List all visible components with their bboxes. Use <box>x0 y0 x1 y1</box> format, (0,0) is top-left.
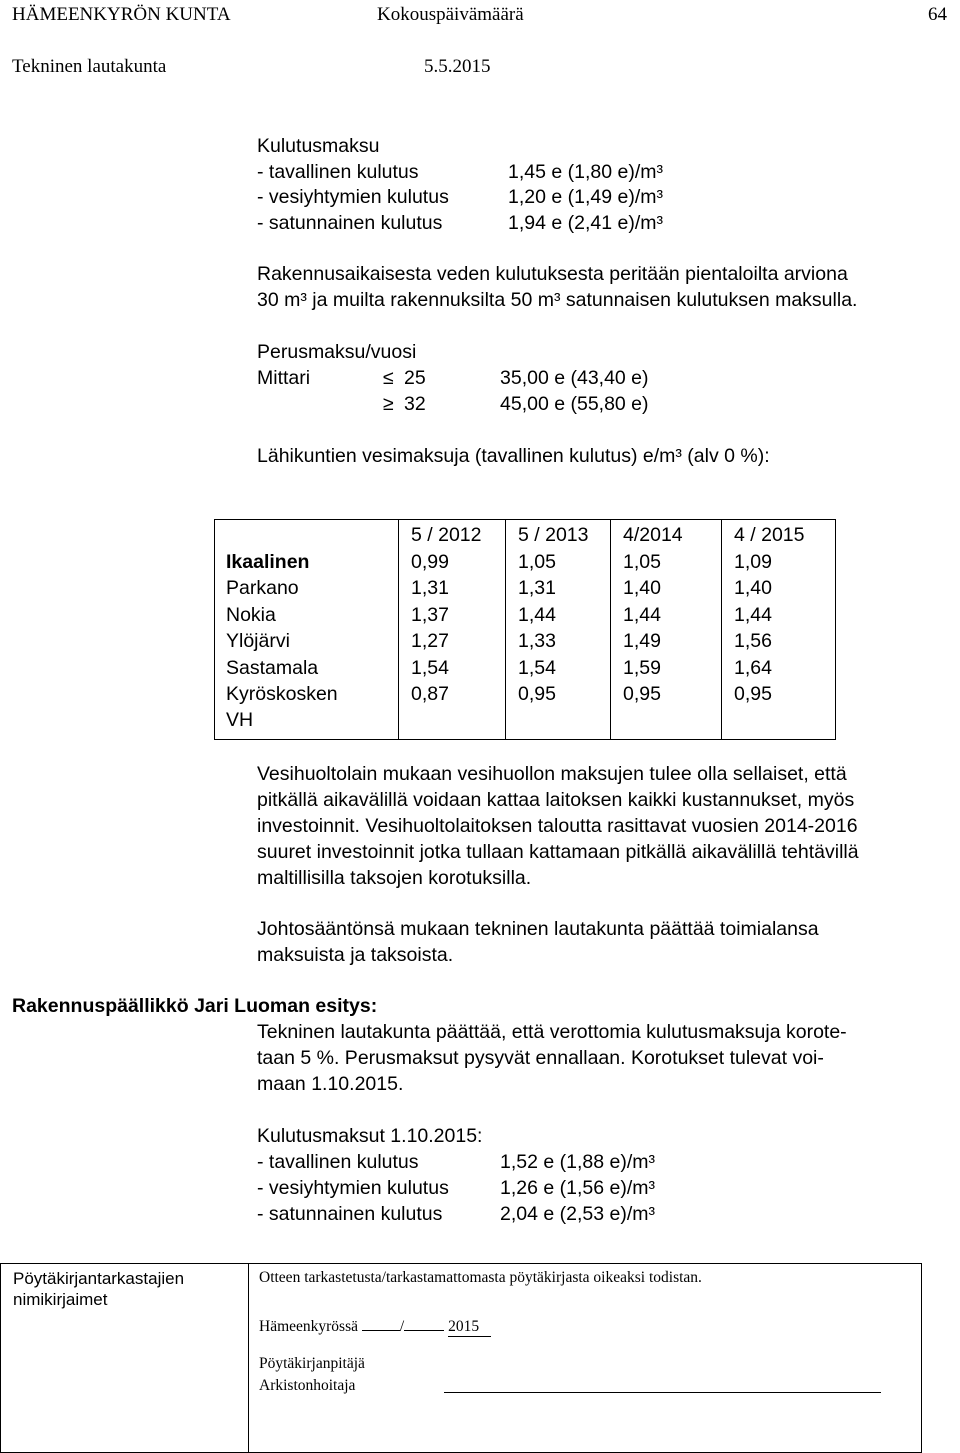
header-date-label: Kokouspäivämäärä <box>377 4 524 25</box>
fee-value: 1,20 e (1,49 e)/m³ <box>508 186 663 208</box>
water-rates-table <box>214 519 836 740</box>
municipality-name: Nokia <box>215 602 399 629</box>
fee-label: - tavallinen kulutus <box>257 161 419 183</box>
municipality-name: Ikaalinen <box>215 549 399 576</box>
proposal-heading: Rakennuspäällikkö Jari Luoman esitys: <box>12 995 378 1017</box>
paragraph-line: Johtosääntönsä mukaan tekninen lautakunta päättää toimialansa <box>257 918 819 940</box>
footer-place-date <box>259 1312 491 1337</box>
construction-note-line: Rakennusaikaisesta veden kulutuksesta peritään pientaloilta arviona <box>257 263 848 285</box>
footer-place: Hämeenkyrössä <box>259 1318 358 1335</box>
new-fee-value: 2,04 e (2,53 e)/m³ <box>500 1203 655 1225</box>
table-row <box>215 628 836 655</box>
proposal-line: taan 5 %. Perusmaksut pysyvät ennallaan. Korotukset tulevat voi- <box>257 1047 824 1069</box>
footer-divider <box>248 1264 249 1452</box>
rate-cell: 1,05 <box>506 549 611 576</box>
header-page-number: 64 <box>928 4 947 25</box>
footer-certify-text: Otteen tarkastetusta/tarkastamattomasta pöytäkirjasta oikeaksi todistan. <box>259 1269 702 1286</box>
paragraph-line: investoinnit. Vesihuoltolaitoksen taloutta rasittavat vuosien 2014-2016 <box>257 815 858 837</box>
table-header-cell: 4/2014 <box>611 520 722 549</box>
rate-cell: 1,40 <box>611 575 722 602</box>
municipality-name <box>215 681 399 740</box>
table-header-cell: 5 / 2012 <box>399 520 506 549</box>
footer-role-secretary: Pöytäkirjanpitäjä <box>259 1355 365 1372</box>
header-org: HÄMEENKYRÖN KUNTA <box>12 4 231 25</box>
rate-cell: 0,95 <box>722 681 836 740</box>
rate-cell: 1,33 <box>506 628 611 655</box>
footer-month-line[interactable] <box>404 1312 444 1331</box>
rate-cell: 1,54 <box>506 655 611 682</box>
footer-year: 2015 <box>448 1318 491 1337</box>
fee-label: - vesiyhtymien kulutus <box>257 186 449 208</box>
table-row <box>215 655 836 682</box>
header-date: 5.5.2015 <box>424 56 491 77</box>
rate-cell: 1,44 <box>506 602 611 629</box>
meter-symbol: ≤ <box>383 367 394 389</box>
meter-symbol: ≥ <box>383 393 394 415</box>
proposal-line: maan 1.10.2015. <box>257 1073 404 1095</box>
rate-cell: 1,09 <box>722 549 836 576</box>
rate-cell: 1,64 <box>722 655 836 682</box>
rate-cell: 0,87 <box>399 681 506 740</box>
meter-value: 45,00 e (55,80 e) <box>500 393 649 415</box>
table-header-row <box>215 520 836 549</box>
municipality-name: Ylöjärvi <box>215 628 399 655</box>
neighbors-heading: Lähikuntien vesimaksuja (tavallinen kulutus) e/m³ (alv 0 %): <box>257 445 770 467</box>
new-fee-value: 1,26 e (1,56 e)/m³ <box>500 1177 655 1199</box>
header-body: Tekninen lautakunta <box>12 56 167 77</box>
fee-value: 1,94 e (2,41 e)/m³ <box>508 212 663 234</box>
construction-note-line: 30 m³ ja muilta rakennuksilta 50 m³ satunnaisen kulutuksen maksulla. <box>257 289 858 311</box>
meter-size: 32 <box>404 393 426 415</box>
proposal-line: Tekninen lautakunta päättää, että verottomia kulutusmaksuja korote- <box>257 1021 847 1043</box>
fee-label: - satunnainen kulutus <box>257 212 443 234</box>
paragraph-line: maksuista ja taksoista. <box>257 944 454 966</box>
new-fee-label: - vesiyhtymien kulutus <box>257 1177 449 1199</box>
fee-value: 1,45 e (1,80 e)/m³ <box>508 161 663 183</box>
rate-cell: 1,37 <box>399 602 506 629</box>
municipality-name: Parkano <box>215 575 399 602</box>
fees-title: Kulutusmaksu <box>257 135 380 157</box>
base-fee-title: Perusmaksu/vuosi <box>257 341 417 363</box>
rate-cell: 1,59 <box>611 655 722 682</box>
new-fees-title: Kulutusmaksut 1.10.2015: <box>257 1125 483 1147</box>
meter-label: Mittari <box>257 367 311 389</box>
table-row <box>215 681 836 740</box>
table-row <box>215 575 836 602</box>
rate-cell: 1,31 <box>399 575 506 602</box>
rate-cell: 1,49 <box>611 628 722 655</box>
footer-slash: / <box>399 1318 405 1335</box>
paragraph-line: suuret investoinnit jotka tullaan kattamaan pitkällä aikavälillä tehtävillä <box>257 841 859 863</box>
new-fee-value: 1,52 e (1,88 e)/m³ <box>500 1151 655 1173</box>
footer-signature-line[interactable] <box>444 1392 881 1393</box>
new-fee-label: - tavallinen kulutus <box>257 1151 419 1173</box>
rate-cell: 1,05 <box>611 549 722 576</box>
paragraph-line: pitkällä aikavälillä voidaan kattaa laitoksen kaikki kustannukset, myös <box>257 789 855 811</box>
rate-cell: 1,56 <box>722 628 836 655</box>
rate-cell: 1,31 <box>506 575 611 602</box>
rate-cell: 0,99 <box>399 549 506 576</box>
municipality-name: Sastamala <box>215 655 399 682</box>
rate-cell: 1,44 <box>722 602 836 629</box>
paragraph-line: maltillisilla taksojen korotuksilla. <box>257 867 532 889</box>
footer-signature-box <box>0 1263 922 1453</box>
table-header-cell <box>215 520 399 549</box>
municipality-name-line: Kyröskosken <box>226 683 338 705</box>
rate-cell: 1,44 <box>611 602 722 629</box>
footer-day-line[interactable] <box>362 1312 400 1331</box>
meter-size: 25 <box>404 367 426 389</box>
paragraph-line: Vesihuoltolain mukaan vesihuollon maksujen tulee olla sellaiset, että <box>257 763 847 785</box>
meter-value: 35,00 e (43,40 e) <box>500 367 649 389</box>
table-header-cell: 4 / 2015 <box>722 520 836 549</box>
footer-initials-label: nimikirjaimet <box>13 1290 108 1309</box>
rate-cell: 1,27 <box>399 628 506 655</box>
footer-role-archivist: Arkistonhoitaja <box>259 1377 356 1394</box>
new-fee-label: - satunnainen kulutus <box>257 1203 443 1225</box>
rate-cell: 0,95 <box>611 681 722 740</box>
table-row <box>215 549 836 576</box>
footer-inspectors-label: Pöytäkirjantarkastajien <box>13 1269 185 1288</box>
municipality-name-line: VH <box>226 709 254 731</box>
rate-cell: 1,54 <box>399 655 506 682</box>
rate-cell: 0,95 <box>506 681 611 740</box>
table-header-cell: 5 / 2013 <box>506 520 611 549</box>
rate-cell: 1,40 <box>722 575 836 602</box>
table-row <box>215 602 836 629</box>
